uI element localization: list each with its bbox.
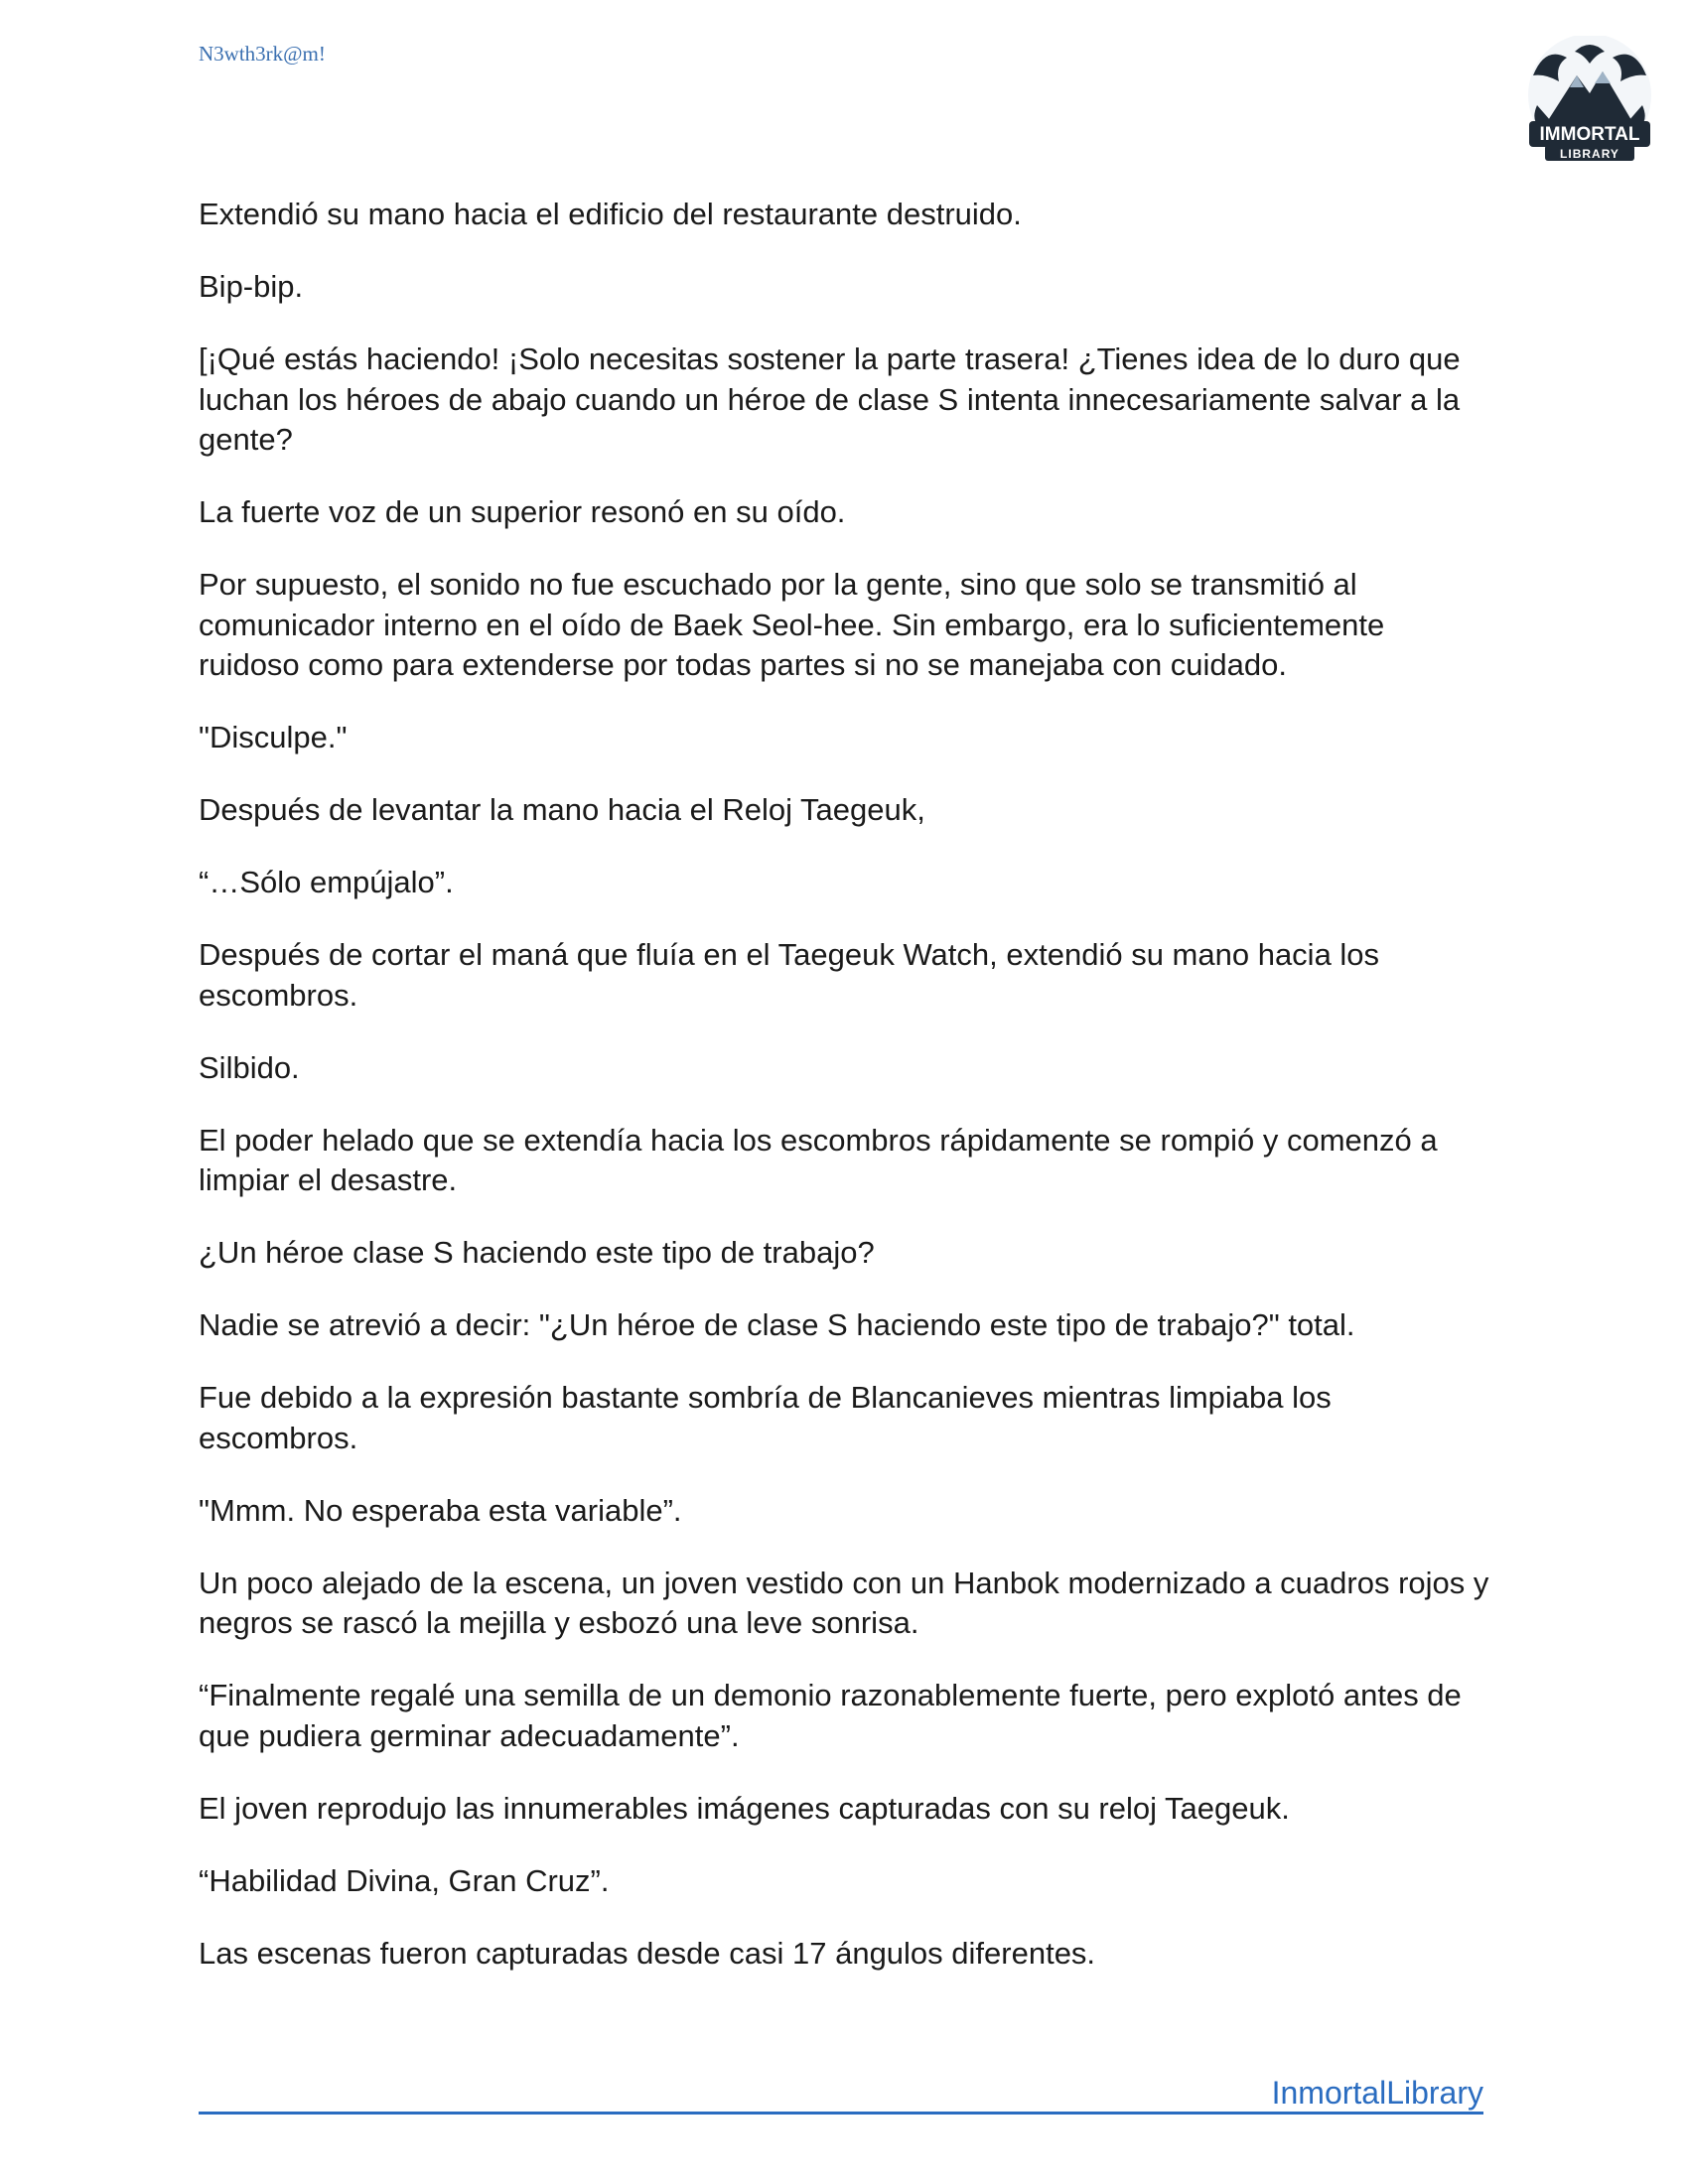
dragon-emblem-icon [1515, 36, 1664, 167]
paragraph: El joven reprodujo las innumerables imágenes capturadas con su reloj Taegeuk. [199, 1790, 1290, 1826]
paragraph: Extendió su mano hacia el edificio del restaurante destruido. [199, 197, 1022, 231]
document-body [199, 195, 1489, 2006]
paragraph: Fue debido a la expresión bastante sombría de Blancanieves mientras limpiaba los escombros. [199, 1380, 1332, 1455]
paragraph: “Habilidad Divina, Gran Cruz”. [199, 1862, 610, 1898]
paragraph: El poder helado que se extendía hacia los escombros rápidamente se rompió y comenzó a limpiar el desastre. [199, 1122, 1438, 1197]
paragraph: “Finalmente regalé una semilla de un demonio razonablemente fuerte, pero explotó antes de que pudiera germinar adecuadamente”. [199, 1678, 1462, 1753]
paragraph: Las escenas fueron capturadas desde casi 17 ángulos diferentes. [199, 1935, 1096, 1971]
paragraph: Nadie se atrevió a decir: "¿Un héroe de clase S haciendo este tipo de trabajo?" total. [199, 1307, 1355, 1342]
immortal-library-logo [1515, 36, 1664, 167]
paragraph: "Disculpe." [199, 720, 348, 754]
inmortal-library-link[interactable]: InmortalLibrary [1271, 2075, 1483, 2111]
logo-sublabel: LIBRARY [1560, 147, 1619, 161]
paragraph: Silbido. [199, 1049, 300, 1085]
paragraph: Bip-bip. [199, 269, 304, 304]
paragraph: [¡Qué estás haciendo! ¡Solo necesitas sostener la parte trasera! ¿Tienes idea de lo duro que luchan los héroes de abajo cuando un héroe de clase S intenta innecesariamente salvar a la gente? [199, 341, 1461, 457]
paragraph: Un poco alejado de la escena, un joven vestido con un Hanbok modernizado a cuadros rojos y negros se rascó la mejilla y esbozó una leve sonrisa. [199, 1565, 1489, 1640]
logo-label: IMMORTAL [1539, 124, 1640, 145]
paragraph: "Mmm. No esperaba esta variable”. [199, 1492, 682, 1528]
paragraph: La fuerte voz de un superior resonó en su oído. [199, 494, 846, 529]
footer-divider [199, 2112, 1483, 2115]
paragraph: Por supuesto, el sonido no fue escuchado por la gente, sino que solo se transmitió al comunicador interno en el oído de Baek Seol-hee. Sin embargo, era lo suficientemente ruidoso como para extenderse por todas partes si no se manejaba con cuidado. [199, 567, 1385, 682]
paragraph: Después de cortar el maná que fluía en el Taegeuk Watch, extendió su mano hacia los escombros. [199, 937, 1380, 1013]
paragraph: ¿Un héroe clase S haciendo este tipo de trabajo? [199, 1235, 875, 1270]
paragraph: “…Sólo empújalo”. [199, 865, 454, 899]
watermark-text: N3wth3rk@m! [199, 42, 326, 66]
paragraph: Después de levantar la mano hacia el Reloj Taegeuk, [199, 792, 925, 827]
